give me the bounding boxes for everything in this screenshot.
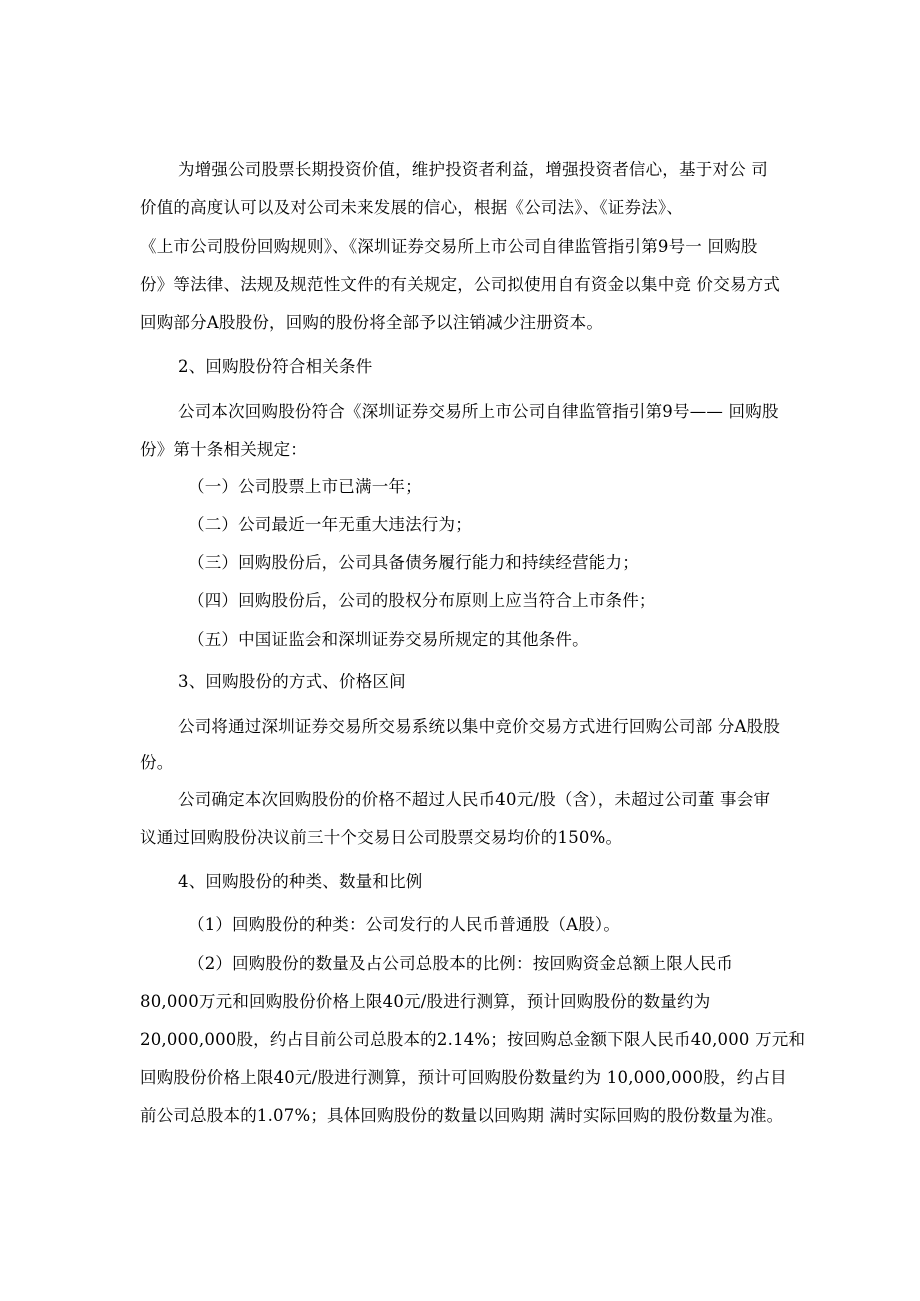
paragraph-line: 回购股份价格上限40元/股进行测算，预计可回购股份数量约为 10,000,000股，约占目 — [140, 1068, 787, 1087]
paragraph-line: 议通过回购股份决议前三十个交易日公司股票交易均价的150%。 — [140, 828, 623, 847]
paragraph-line: 公司将通过深圳证券交易所交易系统以集中竞价交易方式进行回购公司部 分A股股 — [178, 717, 781, 736]
list-item: （一）公司股票上市已满一年； — [188, 477, 422, 496]
section-heading: 2、回购股份符合相关条件 — [178, 357, 373, 376]
paragraph-line: 份。 — [140, 753, 174, 772]
list-item: （五）中国证监会和深圳证券交易所规定的其他条件。 — [188, 630, 589, 649]
paragraph-line: 份》第十条相关规定： — [140, 440, 307, 459]
section-heading: 4、回购股份的种类、数量和比例 — [178, 872, 423, 891]
paragraph-line: 为增强公司股票长期投资价值，维护投资者利益，增强投资者信心，基于对公 司 — [178, 160, 768, 179]
paragraph-line: 公司确定本次回购股份的价格不超过人民币40元/股（含），未超过公司董 事会审 — [178, 790, 771, 809]
list-item: （1）回购股份的种类：公司发行的人民币普通股（A股）。 — [188, 915, 621, 934]
list-item: （二）公司最近一年无重大违法行为； — [188, 515, 472, 534]
paragraph-line: 公司本次回购股份符合《深圳证券交易所上市公司自律监管指引第9号—— 回购股 — [178, 402, 779, 421]
paragraph-line: 份》等法律、法规及规范性文件的有关规定，公司拟使用自有资金以集中竞 价交易方式 — [140, 275, 781, 294]
section-heading: 3、回购股份的方式、价格区间 — [178, 672, 406, 691]
list-item: （三）回购股份后，公司具备债务履行能力和持续经营能力； — [188, 553, 639, 572]
list-item: （四）回购股份后，公司的股权分布原则上应当符合上市条件； — [188, 591, 656, 610]
paragraph-line: 前公司总股本的1.07%；具体回购股份的数量以回购期 满时实际回购的股份数量为准。 — [140, 1106, 784, 1125]
paragraph-line: 80,000万元和回购股份价格上限40元/股进行测算，预计回购股份的数量约为 — [140, 992, 711, 1011]
paragraph-line: 20,000,000股，约占目前公司总股本的2.14%；按回购总金额下限人民币40,000 万元和 — [140, 1030, 806, 1049]
paragraph-line: 回购部分A股股份，回购的股份将全部予以注销减少注册资本。 — [140, 313, 604, 332]
paragraph-line: 《上市公司股份回购规则》、《深圳证券交易所上市公司自律监管指引第9号一 回购股 — [140, 237, 758, 256]
paragraph-line: （2）回购股份的数量及占公司总股本的比例：按回购资金总额上限人民币 — [188, 954, 734, 973]
paragraph-line: 价值的高度认可以及对公司未来发展的信心，根据《公司法》、《证券法》、 — [140, 198, 684, 217]
